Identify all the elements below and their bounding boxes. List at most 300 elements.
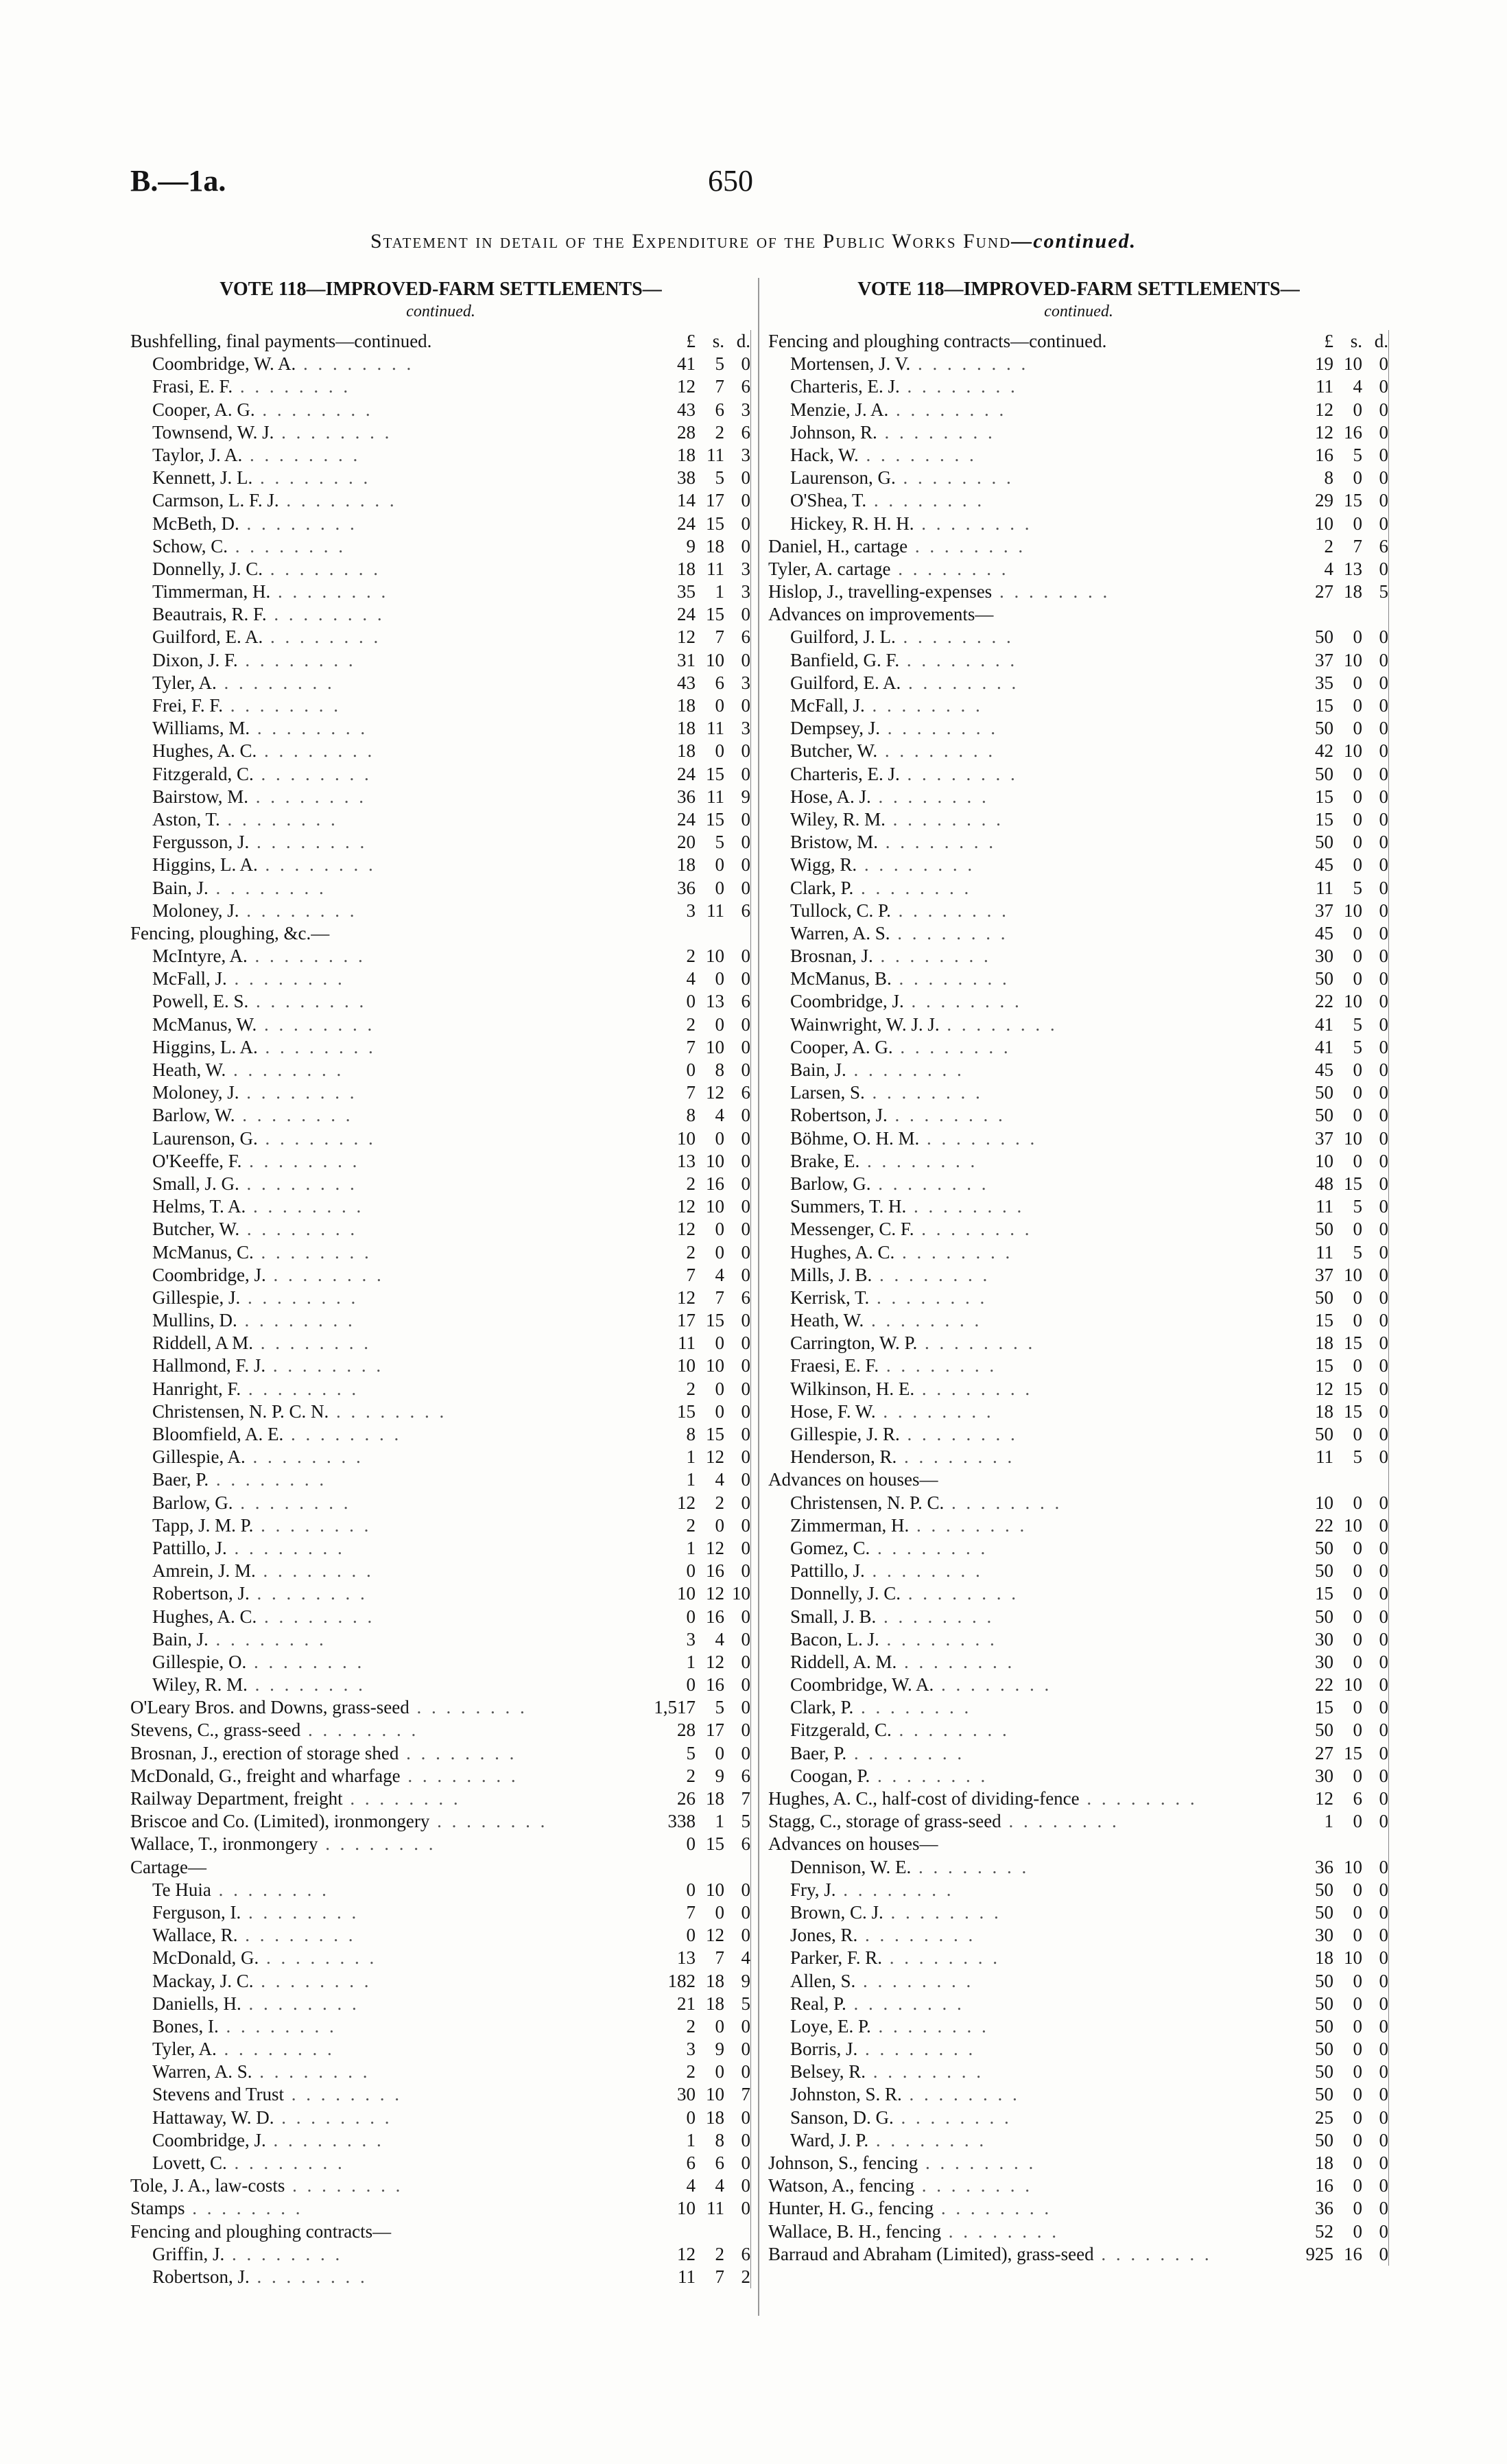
left-ledger	[130, 330, 751, 2288]
ledger-row-label: Gillespie, A.	[152, 1446, 246, 1468]
ledger-row-label: McBeth, D.	[152, 513, 239, 534]
ledger-pence: 0	[724, 1696, 751, 1719]
ledger-row-label: Clark, P.	[790, 1697, 854, 1718]
ledger-shillings: 6	[715, 672, 724, 693]
ledger-pence: 0	[724, 1309, 751, 1332]
ledger-pence: 0	[1362, 467, 1389, 489]
ledger-pounds: 50	[1315, 2061, 1333, 2082]
leader-dots: . . . . . . . .	[919, 1127, 1038, 1149]
ledger-row	[130, 2061, 751, 2083]
leader-dots: . . . . . . . .	[911, 1856, 1030, 1877]
ledger-pence: 10	[724, 1582, 751, 1605]
ledger-row-name	[768, 603, 1281, 626]
money-column-head: £	[686, 331, 696, 351]
ledger-row	[768, 1400, 1389, 1423]
leader-dots: . . . . . . . .	[263, 626, 381, 648]
ledger-pounds: 45	[1315, 922, 1333, 943]
leader-dots: . . . . . . . .	[226, 1537, 345, 1558]
leader-dots: . . . . . . . .	[853, 1697, 972, 1718]
ledger-shillings: 15	[706, 763, 724, 784]
leader-dots: . . . . . . . .	[248, 991, 367, 1012]
ledger-row-label: Hughes, A. C.	[152, 740, 257, 762]
ledger-pence: 5	[1362, 580, 1389, 603]
ledger-row-label: Johnston, S. R.	[790, 2084, 902, 2105]
leader-dots: . . . . . . . .	[409, 1697, 527, 1718]
ledger-row-name	[130, 2083, 643, 2106]
ledger-row-label: Gillespie, J. R.	[790, 1424, 900, 1444]
ledger-row-name	[768, 1036, 1281, 1059]
leader-dots: . . . . . . . .	[266, 604, 385, 625]
ledger-row-label: Briscoe and Co. (Limited), ironmongery	[130, 1811, 430, 1832]
ledger-row-label: Johnson, R.	[790, 421, 877, 443]
ledger-shillings: 0	[1353, 1583, 1362, 1604]
ledger-row	[768, 444, 1389, 467]
ledger-row-name	[768, 717, 1281, 740]
leader-dots: . . . . . . . .	[241, 1150, 360, 1171]
ledger-pence: 6	[724, 375, 751, 398]
ledger-shillings: 0	[715, 968, 724, 989]
ledger-shillings: 11	[707, 900, 724, 921]
ledger-shillings: 0	[715, 1219, 724, 1240]
ledger-row-name	[768, 1970, 1281, 1993]
ledger-row-name	[130, 1970, 643, 1993]
ledger-row-label: Tole, J. A., law-costs	[130, 2175, 285, 2196]
ledger-pounds: 11	[678, 1333, 696, 1354]
ledger-pounds: 41	[1315, 1013, 1333, 1035]
leader-dots: . . . . . . . .	[872, 1264, 990, 1285]
ledger-row	[768, 1423, 1389, 1446]
ledger-pounds: 50	[1315, 2084, 1333, 2105]
ledger-row	[768, 2152, 1389, 2174]
ledger-pounds: 16	[1315, 444, 1333, 465]
ledger-row	[768, 1059, 1389, 1081]
ledger-row-label: Hattaway, W. D.	[152, 2107, 274, 2128]
ledger-row	[130, 1674, 751, 1696]
ledger-row	[768, 1514, 1389, 1537]
ledger-row	[130, 1173, 751, 1195]
leader-dots: . . . . . . . .	[250, 718, 368, 739]
ledger-row-label: Pattillo, J.	[790, 1560, 865, 1582]
ledger-row	[768, 717, 1389, 740]
ledger-row-label: Ward, J. P.	[790, 2129, 869, 2150]
ledger-pence: 0	[1362, 1765, 1389, 1787]
ledger-pounds: 18	[1315, 1333, 1333, 1354]
ledger-pence: 0	[1362, 1651, 1389, 1674]
ledger-pounds: 12	[677, 1287, 696, 1308]
ledger-pence: 0	[1362, 1879, 1389, 1901]
ledger-pounds: 42	[1315, 740, 1333, 762]
right-vote-heading: VOTE 118—IMPROVED-FARM SETTLEMENTS—	[857, 279, 1300, 300]
ledger-pence: 0	[1362, 2083, 1389, 2106]
ledger-row-label: Mortensen, J. V.	[790, 353, 911, 375]
ledger-row-label: Fencing and ploughing contracts—	[130, 2220, 392, 2242]
ledger-shillings: 10	[1344, 1674, 1362, 1696]
ledger-pence: 0	[1362, 1400, 1389, 1423]
ledger-pence: 0	[1362, 2129, 1389, 2152]
ledger-shillings: 0	[1353, 2220, 1362, 2242]
leader-dots: . . . . . . . .	[892, 1036, 1011, 1057]
leader-dots: . . . . . . . .	[893, 2107, 1012, 2128]
ledger-shillings: 4	[715, 2175, 724, 2196]
ledger-shillings: 0	[1353, 467, 1362, 489]
ledger-row	[130, 1810, 751, 1833]
ledger-row	[768, 1856, 1389, 1879]
leader-dots: . . . . . . . .	[858, 444, 977, 465]
ledger-pence: 0	[1362, 353, 1389, 375]
ledger-pounds: 15	[1315, 786, 1333, 807]
leader-dots: . . . . . . . .	[429, 1811, 548, 1832]
ledger-row	[130, 1218, 751, 1241]
ledger-pence: 0	[724, 945, 751, 967]
ledger-pounds: 0	[686, 1925, 696, 1946]
ledger-pounds: 12	[1315, 1378, 1333, 1399]
ledger-pence: 0	[724, 535, 751, 558]
ledger-row	[130, 1081, 751, 1104]
ledger-row	[130, 2083, 751, 2106]
ledger-row-label: Tyler, A.	[152, 672, 217, 693]
ledger-row	[130, 444, 751, 467]
ledger-shillings: 0	[1353, 1628, 1362, 1650]
ledger-row-label: Fencing, ploughing, &c.—	[130, 922, 330, 943]
ledger-row-label: Bones, I.	[152, 2015, 219, 2037]
ledger-row-name	[130, 1127, 643, 1150]
ledger-pence: 0	[1362, 877, 1389, 900]
ledger-shillings: 5	[1353, 877, 1362, 898]
ledger-row-name	[768, 1742, 1281, 1765]
ledger-pounds: 50	[1315, 1560, 1333, 1582]
ledger-row-name	[768, 2038, 1281, 2061]
leader-dots: . . . . . . . .	[239, 513, 357, 534]
ledger-row-name	[768, 489, 1281, 512]
ledger-row-name	[130, 1924, 643, 1947]
ledger-row-name	[768, 1104, 1281, 1127]
ledger-pounds: 8	[1324, 467, 1333, 489]
ledger-row-label: Hose, A. J.	[790, 786, 871, 807]
ledger-row	[130, 1264, 751, 1287]
ledger-pounds: 24	[677, 808, 696, 830]
right-ledger	[768, 330, 1389, 2266]
ledger-row-name	[768, 2152, 1281, 2174]
ledger-shillings: 12	[706, 1651, 724, 1672]
leader-dots: . . . . . . . .	[239, 900, 357, 921]
ledger-pence: 0	[724, 1719, 751, 1741]
ledger-row-name	[130, 1582, 643, 1605]
ledger-row-label: Hughes, A. C.	[790, 1241, 895, 1263]
ledger-row	[130, 2129, 751, 2152]
ledger-pounds: 12	[1315, 1788, 1333, 1809]
ledger-row-label: Gillespie, O.	[152, 1651, 247, 1672]
ledger-row-label: Real, P.	[790, 1993, 846, 2014]
ledger-row	[768, 1901, 1389, 1924]
ledger-pounds: 30	[677, 2084, 696, 2105]
ledger-row-label: Messenger, C. F.	[790, 1219, 914, 1240]
ledger-row-name	[768, 1309, 1281, 1332]
leader-dots: . . . . . . . .	[903, 991, 1022, 1012]
ledger-row-label: Higgins, L. A.	[152, 854, 258, 876]
ledger-row	[768, 1264, 1389, 1287]
ledger-row-name	[130, 1651, 643, 1674]
leader-dots: . . . . . . . .	[265, 2129, 384, 2150]
leader-dots: . . . . . . . .	[940, 2220, 1059, 2242]
ledger-pence: 0	[724, 1879, 751, 1901]
ledger-pounds: 50	[1315, 1993, 1333, 2014]
ledger-row-label: Advances on houses—	[768, 1833, 938, 1855]
ledger-pence: 0	[724, 1127, 751, 1150]
ledger-row-label: Coombridge, J.	[152, 2129, 266, 2150]
ledger-row	[768, 353, 1389, 375]
ledger-row	[768, 1696, 1389, 1719]
leader-dots: . . . . . . . .	[245, 1446, 364, 1468]
ledger-pounds: 50	[1315, 1219, 1333, 1240]
ledger-row-name	[130, 1879, 643, 1901]
ledger-row-name	[130, 1195, 643, 1218]
ledger-row-name	[768, 1423, 1281, 1446]
ledger-row-label: McDonald, G.	[152, 1947, 259, 1969]
leader-dots: . . . . . . . .	[888, 399, 1007, 420]
ledger-shillings: 0	[715, 1241, 724, 1263]
ledger-row	[130, 672, 751, 694]
ledger-row	[130, 854, 751, 876]
ledger-pounds: 8	[686, 1105, 696, 1126]
ledger-row-name	[768, 786, 1281, 808]
leader-dots: . . . . . . . .	[300, 1720, 419, 1741]
ledger-row-label: Cooper, A. G.	[152, 399, 255, 420]
ledger-row-label: Tyler, A. cartage	[768, 558, 891, 579]
ledger-pence: 0	[1362, 1856, 1389, 1879]
ledger-shillings: 0	[1353, 2061, 1362, 2082]
ledger-shillings: 0	[715, 2061, 724, 2082]
ledger-row-name	[130, 513, 643, 535]
ledger-row-label: Moloney, J.	[152, 1082, 239, 1103]
leader-dots: . . . . . . . .	[257, 1606, 375, 1627]
ledger-row-label: Larsen, S.	[790, 1082, 865, 1103]
leader-dots: . . . . . . . .	[239, 1082, 357, 1103]
ledger-row	[130, 808, 751, 831]
ledger-row-name	[130, 399, 643, 421]
ledger-pounds: 2	[686, 1378, 696, 1399]
ledger-shillings: 15	[1344, 490, 1362, 511]
ledger-shillings: 0	[1353, 2107, 1362, 2128]
ledger-pounds: 50	[1315, 1901, 1333, 1923]
ledger-pence: 7	[724, 1787, 751, 1810]
ledger-shillings: 0	[715, 1013, 724, 1035]
ledger-shillings: 9	[715, 1765, 724, 1786]
page-number: 650	[708, 164, 753, 198]
ledger-pounds: 36	[677, 877, 696, 898]
ledger-row	[768, 489, 1389, 512]
leader-dots: . . . . . . . .	[914, 1219, 1032, 1240]
leader-dots: . . . . . . . .	[939, 1013, 1058, 1035]
ledger-pence	[1362, 603, 1389, 626]
ledger-pence: 0	[1362, 558, 1389, 580]
ledger-shillings: 10	[1344, 353, 1362, 375]
ledger-row-name	[768, 1150, 1281, 1173]
ledger-row-label: Coombridge, J.	[152, 1264, 266, 1285]
ledger-pence: 0	[724, 740, 751, 762]
ledger-row-name	[768, 1173, 1281, 1195]
ledger-pounds: 28	[677, 421, 696, 443]
leader-dots: . . . . . . . .	[237, 1310, 355, 1331]
ledger-row-name	[768, 2107, 1281, 2129]
ledger-row-name	[130, 2197, 643, 2220]
ledger-row	[130, 1628, 751, 1651]
ledger-row	[768, 1446, 1389, 1468]
ledger-pence: 0	[1362, 1287, 1389, 1309]
ledger-row	[768, 603, 1389, 626]
ledger-pounds: 12	[1315, 421, 1333, 443]
ledger-row	[130, 990, 751, 1013]
ledger-row-label: Mills, J. B.	[790, 1264, 873, 1285]
ledger-pence: 0	[1362, 1947, 1389, 1969]
document-code: B.—1a.	[130, 164, 226, 198]
ledger-pounds: 27	[1315, 581, 1333, 602]
leader-dots: . . . . . . . .	[918, 2152, 1036, 2173]
ledger-pounds: 50	[1315, 718, 1333, 739]
ledger-row	[768, 1651, 1389, 1674]
ledger-row	[768, 1674, 1389, 1696]
ledger-row	[768, 1013, 1389, 1036]
ledger-pence: 6	[724, 990, 751, 1013]
ledger-pounds: 37	[1315, 1127, 1333, 1149]
ledger-pounds: 15	[677, 1400, 696, 1422]
ledger-shillings: 0	[1353, 1150, 1362, 1171]
ledger-row-name	[768, 467, 1281, 489]
ledger-shillings: 0	[1353, 1811, 1362, 1832]
ledger-pence: 0	[1362, 945, 1389, 967]
leader-dots: . . . . . . . .	[224, 2243, 343, 2264]
ledger-row-label: Böhme, O. H. M.	[790, 1127, 920, 1149]
ledger-pounds: 2	[686, 1013, 696, 1035]
ledger-row-name	[130, 967, 643, 990]
ledger-pence: 0	[724, 2197, 751, 2220]
ledger-pounds: 2	[686, 1514, 696, 1536]
ledger-row-label: Taylor, J. A.	[152, 444, 243, 465]
ledger-row-label: Hallmond, F. J.	[152, 1355, 266, 1376]
ledger-row-name	[768, 2243, 1281, 2266]
ledger-pounds: 7	[686, 1264, 696, 1285]
ledger-row	[130, 353, 751, 375]
ledger-shillings: 7	[715, 626, 724, 648]
page-header	[0, 163, 1507, 204]
ledger-shillings: 11	[707, 444, 724, 465]
ledger-row-label: Summers, T. H.	[790, 1196, 907, 1217]
ledger-row-name	[130, 1036, 643, 1059]
ledger-row-label: Christensen, N. P. C.	[790, 1492, 945, 1513]
ledger-row	[130, 1696, 751, 1719]
ledger-pounds: 12	[677, 376, 696, 397]
ledger-pounds: 20	[677, 832, 696, 853]
ledger-pounds: 8	[686, 1424, 696, 1444]
ledger-row	[130, 1287, 751, 1309]
ledger-pence: 0	[1362, 1059, 1389, 1081]
ledger-row-name	[130, 672, 643, 694]
ledger-row-name	[768, 1651, 1281, 1674]
ledger-pence: 0	[724, 353, 751, 375]
ledger-row	[130, 330, 751, 353]
leader-dots: . . . . . . . .	[249, 1583, 368, 1604]
ledger-pounds: 3	[686, 1628, 696, 1650]
ledger-pence: 0	[1362, 1173, 1389, 1195]
ledger-shillings: 0	[1353, 1287, 1362, 1308]
ledger-shillings: 0	[715, 854, 724, 876]
ledger-row	[130, 1423, 751, 1446]
ledger-pounds: 2	[686, 2015, 696, 2037]
ledger-pence: 0	[724, 1606, 751, 1628]
ledger-row-label: Williams, M.	[152, 718, 250, 739]
ledger-row-name	[130, 1833, 643, 1855]
ledger-row-label: Clark, P.	[790, 877, 854, 898]
ledger-row-label: Guilford, J. L.	[790, 626, 896, 648]
ledger-pounds: 4	[686, 2175, 696, 2196]
leader-dots: . . . . . . . .	[219, 808, 338, 830]
ledger-row-label: Heath, W.	[790, 1310, 864, 1331]
ledger-row	[768, 854, 1389, 876]
ledger-row-name	[130, 1901, 643, 1924]
ledger-shillings: 12	[706, 1925, 724, 1946]
leader-dots: . . . . . . . .	[249, 2266, 368, 2287]
ledger-pounds: 41	[677, 353, 696, 375]
ledger-pence: 0	[724, 967, 751, 990]
ledger-row	[130, 1879, 751, 1901]
leader-dots: . . . . . . . .	[866, 2061, 984, 2082]
ledger-shillings: 15	[706, 1424, 724, 1444]
ledger-row	[768, 877, 1389, 900]
ledger-row-label: McManus, W.	[152, 1013, 257, 1035]
ledger-row	[768, 2243, 1389, 2266]
ledger-row	[768, 1492, 1389, 1514]
ledger-row-name	[130, 1378, 643, 1400]
ledger-pence: 3	[724, 399, 751, 421]
ledger-row	[768, 2174, 1389, 2197]
ledger-row	[130, 1742, 751, 1765]
ledger-row	[130, 2038, 751, 2061]
ledger-shillings: 8	[715, 1059, 724, 1080]
ledger-row-label: Fergusson, J.	[152, 832, 250, 853]
ledger-shillings: 5	[715, 832, 724, 853]
ledger-pence: 0	[1362, 1195, 1389, 1218]
ledger-pounds: 48	[1315, 1173, 1333, 1194]
leader-dots: . . . . . . . .	[868, 2129, 987, 2150]
ledger-row-name	[768, 1901, 1281, 1924]
ledger-pence: 3	[724, 580, 751, 603]
ledger-pounds: 50	[1315, 763, 1333, 784]
leader-dots: . . . . . . . .	[257, 854, 376, 876]
ledger-row-name	[130, 1309, 643, 1332]
ledger-pence: 3	[724, 672, 751, 694]
ledger-shillings: 4	[715, 1105, 724, 1126]
ledger-row-label: Cooper, A. G.	[790, 1036, 893, 1057]
ledger-pence: 0	[724, 2174, 751, 2197]
leader-dots: . . . . . . . .	[249, 832, 368, 853]
ledger-row	[130, 421, 751, 444]
ledger-shillings: 5	[1353, 1446, 1362, 1468]
leader-dots: . . . . . . . .	[318, 1833, 436, 1855]
ledger-pence: 0	[1362, 513, 1389, 535]
ledger-row-name	[130, 1993, 643, 2015]
ledger-row-name	[130, 1628, 643, 1651]
ledger-row-name	[130, 421, 643, 444]
ledger-pounds: 30	[1315, 946, 1333, 967]
ledger-row	[768, 922, 1389, 945]
ledger-row-label: Donnelly, J. C.	[790, 1583, 901, 1604]
ledger-row	[130, 535, 751, 558]
ledger-shillings: 5	[715, 353, 724, 375]
leader-dots: . . . . . . . .	[265, 1264, 384, 1285]
ledger-row-name	[768, 1013, 1281, 1036]
ledger-pence: 0	[724, 2129, 751, 2152]
leader-dots: . . . . . . . .	[907, 535, 1026, 556]
ledger-shillings: 4	[715, 1628, 724, 1650]
